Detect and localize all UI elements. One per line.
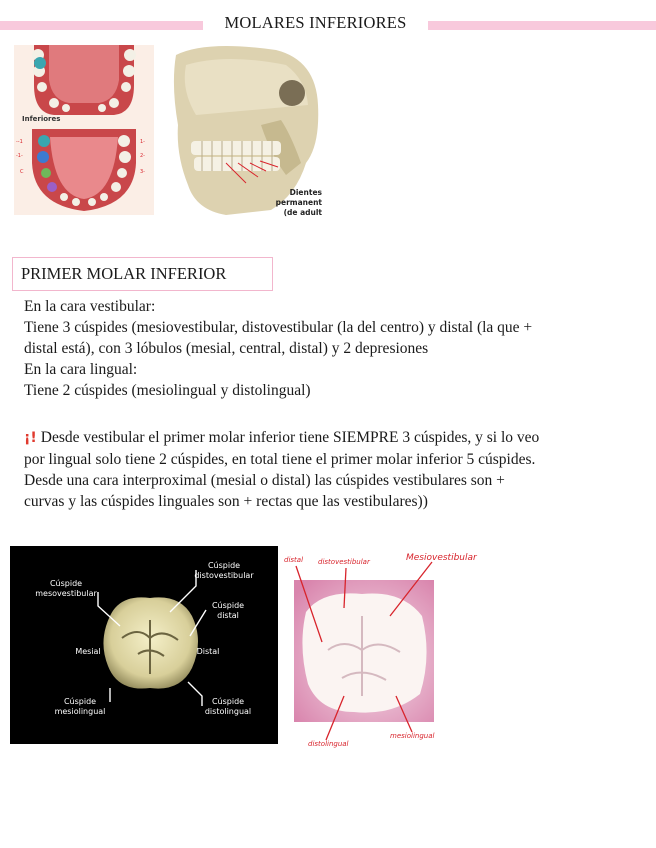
arch-label: Inferiores: [22, 115, 61, 123]
body-line: En la cara vestibular:: [24, 298, 156, 315]
body-line: distal está), con 3 lóbulos (mesial, central, distal) y 2 depresiones: [24, 340, 429, 357]
label-distolingual-1: Cúspide: [211, 697, 245, 706]
note-line: curvas y las cúspides linguales son + rectas que las vestibulares)): [24, 493, 428, 510]
svg-text:C: C: [20, 169, 24, 175]
section-title: PRIMER MOLAR INFERIOR: [12, 257, 273, 291]
svg-text:-1-: -1-: [16, 153, 23, 159]
dental-arch-figure: [14, 45, 154, 215]
label-mesiolingual-2: mesiolingual: [54, 707, 106, 716]
label-mesial-side: Mesial: [75, 647, 101, 656]
hand-label-distovestibular: distovestibular: [318, 558, 370, 566]
skull-caption-3: (de adult: [283, 208, 322, 217]
note-line: Desde vestibular el primer molar inferior tiene SIEMPRE 3 cúspides, y si lo veo: [40, 429, 540, 446]
skull-caption-1: Dientes: [289, 188, 322, 197]
hand-label-mesiovestibular: Mesiovestibular: [406, 553, 477, 563]
label-distovestibular-1: Cúspide: [207, 561, 241, 570]
header-bar-left: [0, 21, 203, 30]
svg-text:--1: --1: [16, 139, 23, 145]
molar-photo-annotated: [282, 546, 502, 750]
skull-figure: [166, 45, 324, 217]
warning-icon: ¡!: [24, 430, 37, 446]
header-bar-right: [428, 21, 656, 30]
page-title: MOLARES INFERIORES: [224, 13, 407, 32]
body-line: Tiene 2 cúspides (mesiolingual y distolingual): [24, 382, 311, 399]
hand-label-distolingual: distolingual: [308, 740, 349, 748]
label-mesovestibular-1: Cúspide: [49, 579, 83, 588]
hand-label-mesiolingual: mesiolingual: [390, 732, 435, 740]
note-text: [24, 427, 644, 512]
svg-text:3-: 3-: [140, 169, 145, 175]
label-distal-1: Cúspide: [211, 601, 245, 610]
skull-caption-2: permanent: [275, 198, 322, 207]
label-mesovestibular-2: mesovestibular: [35, 589, 97, 598]
hand-label-distal: distal: [284, 556, 304, 564]
body-line: En la cara lingual:: [24, 361, 138, 378]
label-distovestibular-2: distovestibular: [194, 571, 254, 580]
label-distolingual-2: distolingual: [204, 707, 252, 716]
body-text: [24, 296, 644, 401]
molar-occlusal-diagram: [10, 546, 278, 744]
note-line: por lingual solo tiene 2 cúspides, en total tiene el primer molar inferior 5 cúspides.: [24, 451, 536, 468]
svg-text:1-: 1-: [140, 139, 145, 145]
body-line: Tiene 3 cúspides (mesiovestibular, distovestibular (la del centro) y distal (la que +: [24, 319, 533, 336]
label-distal-2: distal: [217, 611, 239, 620]
note-line: Desde una cara interproximal (mesial o distal) las cúspides vestibulares son +: [24, 472, 505, 489]
label-distal-side: Distal: [196, 647, 220, 656]
label-mesiolingual-1: Cúspide: [63, 697, 97, 706]
svg-text:2-: 2-: [140, 153, 145, 159]
